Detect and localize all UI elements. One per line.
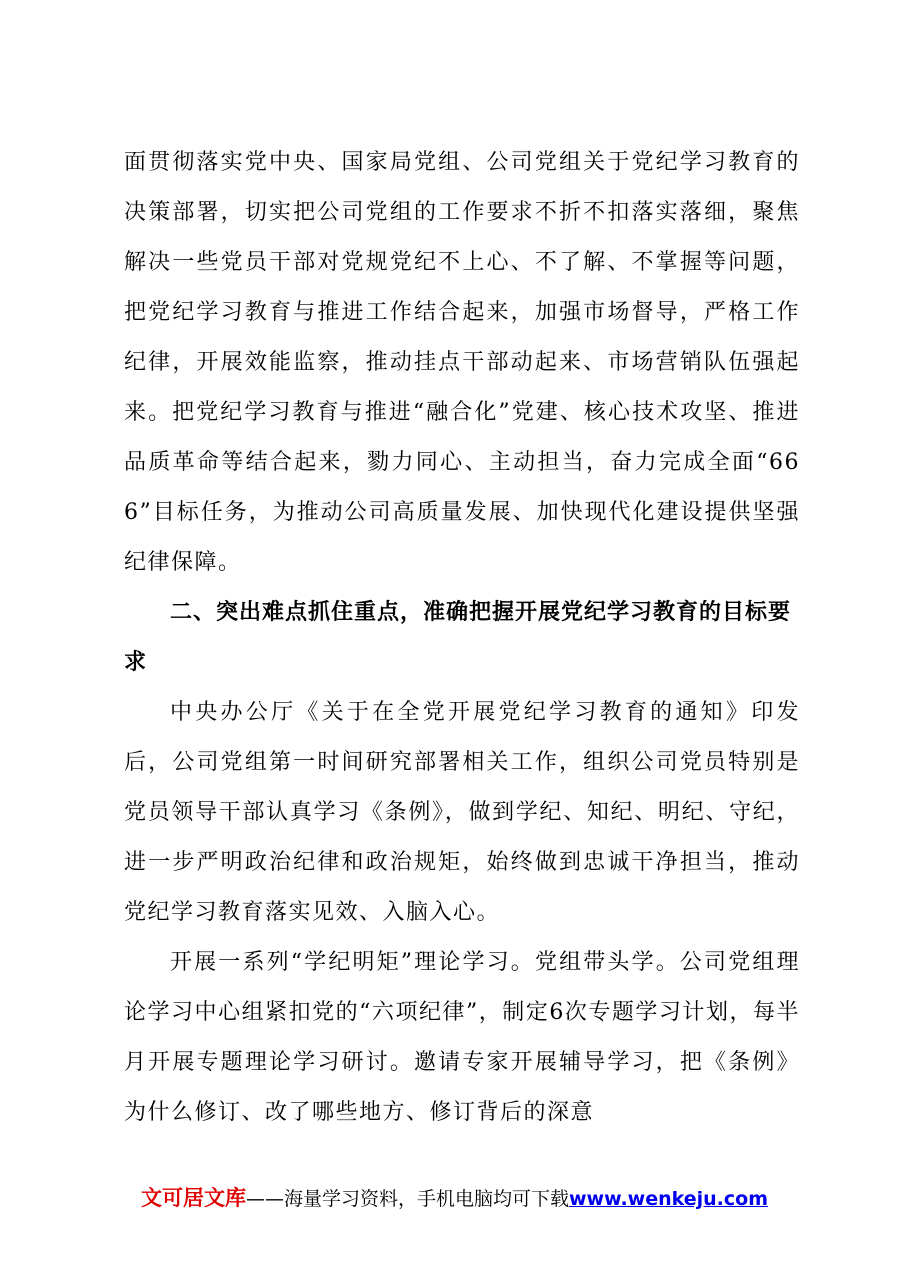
paragraph-1: 面贯彻落实党中央、国家局党组、公司党组关于党纪学习教育的决策部署，切实把公司党组的工作要求不折不扣落实落细，聚焦解决一些党员干部对党规党纪不上心、不了解、不掌握等问题，把党纪学习教育与推进工作结合起来，加强市场督导，严格工作纪律，开展效能监察，推动挂点干部动起来、市场营销队伍强起来。把党纪学习教育与推进“融合化”党建、核心技术攻坚、推进品质革命等结合起来，勠力同心、主动担当，奋力完成全面“666”目标任务，为推动公司高质量发展、加快现代化建设提供坚强纪律保障。 bbox=[124, 150, 800, 575]
section-heading-2: 二、突出难点抓住重点，准确把握开展党纪学习教育的目标要求 bbox=[124, 600, 792, 675]
paragraph-3: 开展一系列“学纪明矩”理论学习。党组带头学。公司党组理论学习中心组紧扣党的“六项纪律”，制定6次专题学习计划，每半月开展专题理论学习研讨。邀请专家开展辅导学习，把《条例》为什么修订、改了哪些地方、修订背后的深意 bbox=[124, 950, 800, 1125]
document-body bbox=[124, 138, 800, 1138]
footer-brand: 文可居文库 bbox=[140, 1186, 246, 1210]
footer-tagline: ——海量学习资料，手机电脑均可下载 bbox=[245, 1188, 569, 1210]
paragraph-2: 中央办公厅《关于在全党开展党纪学习教育的通知》印发后，公司党组第一时间研究部署相关工作，组织公司党员特别是党员领导干部认真学习《条例》，做到学纪、知纪、明纪、守纪，进一步严明政治纪律和政治规矩，始终做到忠诚干净担当，推动党纪学习教育落实见效、入脑入心。 bbox=[124, 700, 800, 925]
footer-site-link[interactable]: www.wenkeju.com bbox=[569, 1188, 769, 1210]
footer-banner bbox=[0, 1182, 909, 1212]
